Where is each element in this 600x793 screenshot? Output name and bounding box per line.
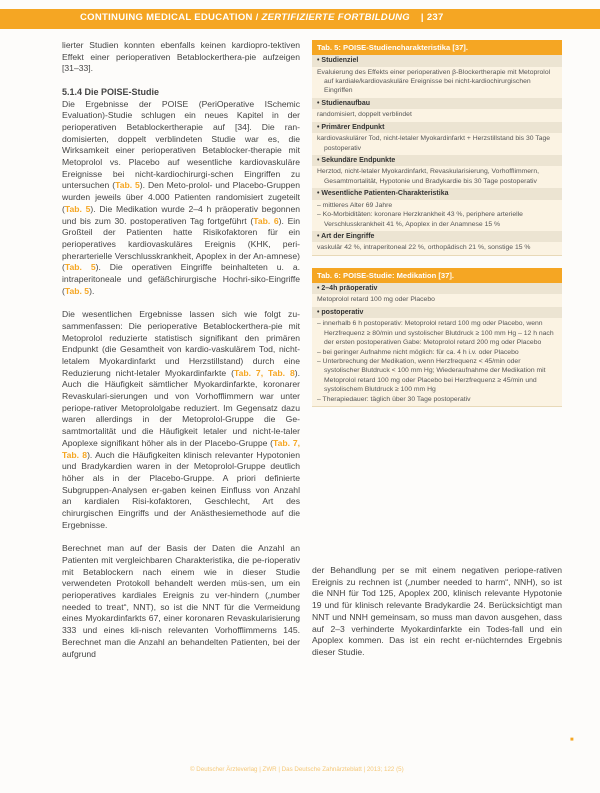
- table-row-heading: • Wesentliche Patienten-Charakteristika: [312, 188, 562, 200]
- table-row-body: [312, 166, 562, 188]
- footer: © Deutscher Ärzteverlag | ZWR | Das Deutsche Zahnärzteblatt | 2013; 122 (5): [190, 766, 404, 773]
- left-column: [62, 40, 300, 672]
- table-row-body: [312, 318, 562, 406]
- header-title: [80, 12, 580, 23]
- paragraph-nnt: Berechnet man auf der Basis der Daten die Anzahl an Patienten mit vergleichbaren Charakteristika, die pe-rioperativ mit Betablockern nach einem wie in dieser Studie verwendeten Protokoll behandelt werden müs-sen, um ein perioperatives kardiales Ereignis zu ver-hindern („number needed to treat“, NNT), so ist die NNT für die Vermeidung eines Myokardinfarkts 67, einer koronaren Revaskularisierung 333 und eines kli-nisch relevanten Vorhofflimmerns 145. Berechnet man die Anzahl an behandelten Patienten, bei der aufgrund: [62, 543, 300, 659]
- table-row-body: [312, 109, 562, 121]
- table-row-heading: • postoperativ: [312, 307, 562, 319]
- table-row-line: – mittleres Alter 69 Jahre: [317, 201, 393, 209]
- table-row-body: [312, 242, 562, 254]
- table-row-line: randomisiert, doppelt verblindet: [317, 111, 412, 119]
- table-row-line: – innerhalb 6 h postoperativ: Metoprolol retard 100 mg oder Placebo, wenn Herzfrequenz ≥ 80/min und systolischer Blutdruck ≥ 100 mm Hg – 12 h nach der ersten postoperativen Gabe: Metoprolol retard 200 mg oder Placebo: [317, 320, 554, 347]
- table-6: [312, 268, 562, 407]
- table-row-line: Herztod, nicht-letaler Myokardinfarkt, Revaskularisierung, Vorhofflimmern, Gesamtmortalität, Hypotonie und Bradykardie bis 30 Tage postoperativ: [317, 168, 539, 185]
- table-row-line: Metoprolol retard 100 mg oder Placebo: [317, 296, 435, 304]
- table-row-heading: • Studienaufbau: [312, 98, 562, 110]
- table-5-title: Tab. 5: POISE-Studiencharakteristika [37].: [312, 40, 562, 55]
- table-row-heading: • Art der Eingriffe: [312, 231, 562, 243]
- table-reference[interactable]: Tab. 6: [253, 215, 279, 226]
- header-main: CONTINUING MEDICAL EDUCATION /: [80, 12, 259, 23]
- header-subtitle: ZERTIFIZIERTE FORTBILDUNG: [261, 12, 410, 23]
- right-paragraph: der Behandlung per se mit einem negativen periope-rativen Ereignis zu rechnen ist („number needed to harm“, NNH), so ist die NNH für Tod 125, Apoplex 200, klinisch relevante Hypotonie 19 und für klinisch relevante Bradykardie 24. Berücksichtigt man NNT und NNH gemeinsam, so muss man davon ausgehen, dass auf 2–3 verhinderte Myokardinfarkte ein Todes-fall und ein Apoplex kommen. Das ist ein recht er-nüchterndes Ergebnis dieser Studie.: [312, 565, 562, 657]
- right-column: [312, 40, 562, 419]
- table-reference[interactable]: Tab. 5: [64, 262, 96, 273]
- paragraph-intro: lierter Studien konnten ebenfalls keinen kardiopro-tektiven Effekt einer perioperativen Betablockerthera-pie aufzeigen [31–33].: [62, 40, 300, 74]
- table-row-body: [312, 200, 562, 231]
- table-row-line: vaskulär 42 %, intraperitoneal 22 %, orthopädisch 21 %, sonstige 15 %: [317, 244, 531, 252]
- table-row-heading: • Sekundäre Endpunkte: [312, 155, 562, 167]
- table-reference[interactable]: Tab. 5: [64, 203, 91, 214]
- table-row-line: kardiovaskulärer Tod, nicht-letaler Myokardinfarkt + Herzstillstand bis 30 Tage postoperativ: [317, 135, 551, 152]
- page-number: | 237: [420, 12, 444, 23]
- table-row-body: [312, 133, 562, 155]
- table-row-body: [312, 67, 562, 98]
- table-row-line: – Unterbrechung der Medikation, wenn Herzfrequenz < 45/min oder systolischer Blutdruck < 100 mm Hg; Wiederaufnahme der Medikation mit Metoprolol retard 100 mg oder Placebo bei Herzfrequenz ≥ 45/min und systolischem Blutdruck ≥ 100 mm Hg: [317, 357, 546, 394]
- table-row-line: – bei geringer Aufnahme nicht möglich: für ca. 4 h i.v. oder Placebo: [317, 348, 519, 356]
- table-row-line: – Ko-Morbiditäten: koronare Herzkrankheit 43 %, periphere arterielle Verschlusskrankheit 41 %, Apoplex in der Anamnese 15 %: [317, 211, 523, 228]
- paragraph-poise: Die Ergebnisse der POISE (PeriOperative ISchemic Evaluation)-Studie schlugen ein neues Kapitel in der perioperativen Betablockertherapie auf [34]. Die ran-domisierten, doppelt verblindeten Studie war es, die Wirksamkeit einer perioperativen Betablocker-therapie mit Metoprolol vs. Placebo auf wesentliche kardiovaskuläre Ereignisse bei nicht-kardiochirurgi-schen Eingriffen zu untersuchen (Tab. 5). Den Meto-prolol- und Placebo-Gruppen wurden jeweils über 4.000 Patienten randomisiert zugeteilt (Tab. 5). Die Medikation wurde 2–4 h präoperativ begonnen und bis zum 30. postoperativen Tag fortgeführt (Tab. 6). Ein Großteil der Patienten hatte Risikofaktoren für ein perioperatives kardiovaskuläres Ereignis (KHK, peri-pherarterielle Verschlusskrankheit, Apoplex in der An-amnese) (Tab. 5). Die operativen Eingriffe beinhalteten u. a. intraperitoneale und gefäßchirurgische Hochri-siko-Eingriffe (Tab. 5).: [62, 98, 301, 296]
- table-reference[interactable]: Tab. 5: [115, 180, 140, 191]
- table-row-line: – Therapiedauer: täglich über 30 Tage postoperativ: [317, 395, 471, 403]
- table-row-heading: • 2–4h präoperativ: [312, 283, 562, 295]
- table-row-heading: • Studienziel: [312, 55, 562, 67]
- end-marker: ■: [570, 737, 574, 743]
- paragraph-results: Die wesentlichen Ergebnisse lassen sich wie folgt zu-sammenfassen: Die perioperative Betablockerthera-pie mit Metoprolol reduzierte statistisch signifikant den primären Endpunkt (die Gesamtheit von kardio-vaskulärem Tod, nicht-letalem Myokardinfarkt und Herzstillstand) durch eine Reduzierung nicht-letaler Myokardinfarkte (Tab. 7, Tab. 8). Auch die Häufigkeit sämtlicher Myokardinfarkte, koronarer Revaskulari-sierungen und von Vorhofflimmern war unter periope-rativer Metoprololgabe reduziert. Im Gegensatz dazu waren allerdings in der Metoprolol-Gruppe die Ge-samtmortalität und die Häufigkeit letaler und nicht-le-taler Apoplexe signifikant höher als in der Placebo-Gruppe (Tab. 7, Tab. 8). Auch die Häufigkeiten klinisch relevanter Hypotonien und Bradykardien waren in der Metoprolol-Gruppe deutlich höher als in der Placebo-Gruppe. A priori definierte Subgruppen-Analysen er-gaben keinen Einfluss von Anzahl an kardialen Risi-kofaktoren, Geschlecht, Art des chirurgischen Eingriffs und der Anästhesiemethode auf die Ergebnisse.: [62, 309, 301, 530]
- table-reference[interactable]: Tab. 7, Tab. 8: [62, 437, 300, 460]
- table-row-heading: • Primärer Endpunkt: [312, 122, 562, 134]
- section-heading: 5.1.4 Die POISE-Studie: [62, 86, 160, 97]
- table-6-title: Tab. 6: POISE-Studie: Medikation [37].: [312, 268, 562, 283]
- table-row-body: [312, 294, 562, 306]
- table-row-line: Evaluierung des Effekts einer perioperativen β-Blockertherapie mit Metoprolol auf kardiale/kardiovaskuläre Ereignisse bei nicht-kardiochirurgischen Eingriffen: [317, 68, 551, 95]
- table-5: [312, 40, 562, 256]
- table-reference[interactable]: Tab. 7, Tab. 8: [233, 367, 295, 378]
- table-reference[interactable]: Tab. 5: [64, 285, 90, 296]
